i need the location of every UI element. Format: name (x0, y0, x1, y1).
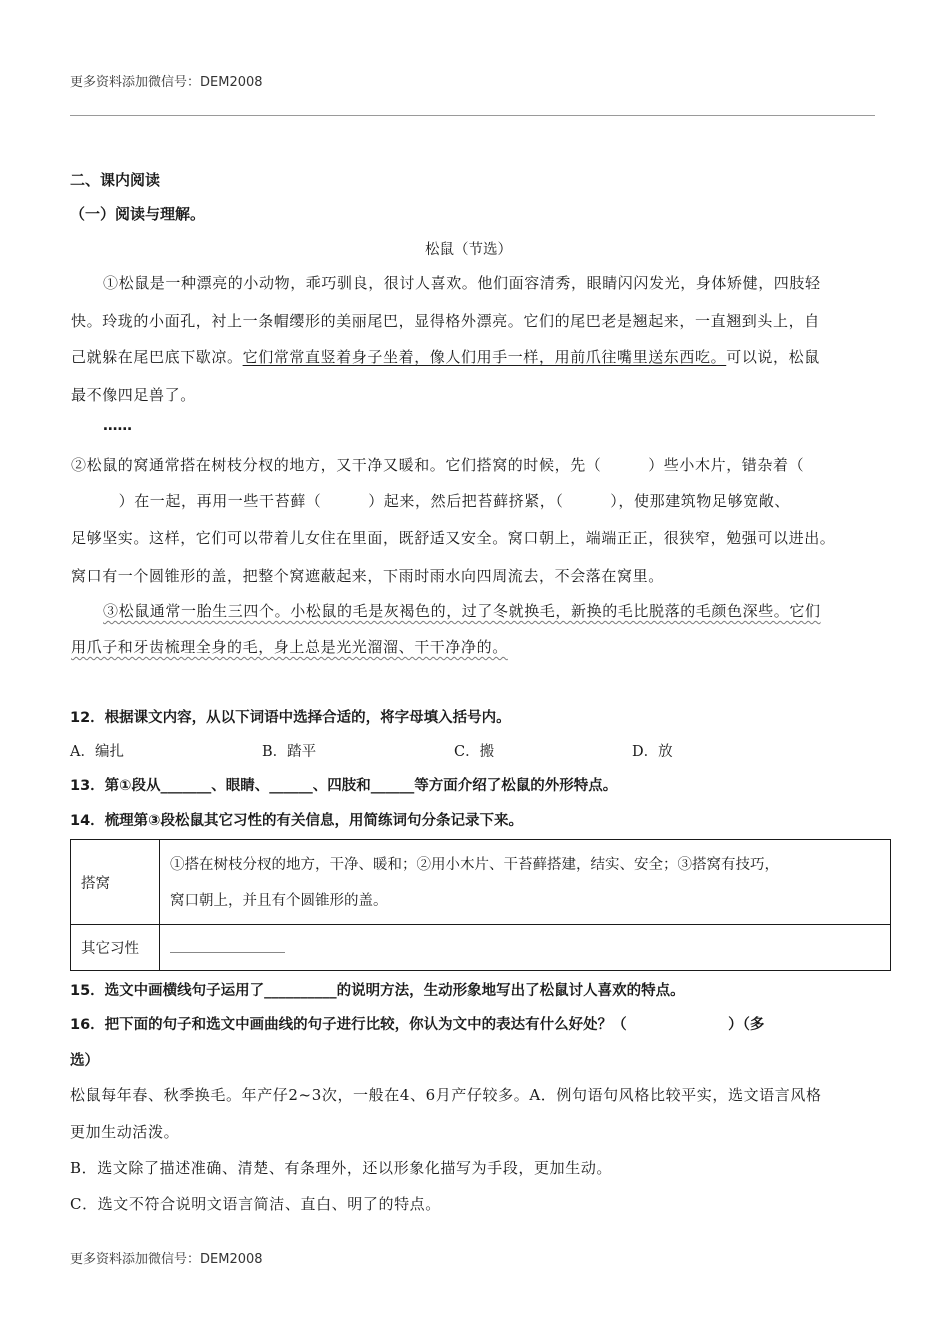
para2-line1: ②松鼠的窝通常搭在树枝分杈的地方，又干净又暖和。它们搭窝的时候，先（ ）些小木片，错杂着（ (71, 456, 805, 474)
q13-stem: 13．第①段从_______、眼睛、______、四肢和______等方面介绍了松鼠的外形特点。 (70, 778, 618, 794)
q16-stem-2: 选） (70, 1053, 99, 1069)
article-title: 松鼠（节选） (425, 242, 512, 258)
q12-stem: 12．根据课文内容，从以下词语中选择合适的，将字母填入括号内。 (70, 710, 511, 726)
wavy-sentence-2: 用爪子和牙齿梳理全身的毛，身上总是光光溜溜、干干净净的。 (71, 638, 508, 656)
header-text: 更多资料添加微信号：DEM2008 (70, 75, 263, 90)
ellipsis: …… (103, 418, 132, 434)
q15-stem: 15．选文中画横线句子运用了__________的说明方法，生动形象地写出了松鼠讨人喜欢的特点。 (70, 983, 685, 999)
para1-line4: 最不像四足兽了。 (71, 386, 196, 404)
row1-line1: ①搭在树枝分杈的地方，干净、暖和；②用小木片、干苔藓搭建，结实、安全；③搭窝有技巧， (170, 857, 779, 873)
row1-label: 搭窝 (71, 840, 160, 925)
q12-option-b: B．踏平 (262, 744, 317, 760)
row1-content (160, 840, 891, 925)
q12-option-c: C．搬 (454, 744, 495, 760)
q16-line1: 松鼠每年春、秋季换毛。年产仔2~3次，一般在4、6月产仔较多。A．例句语句风格比较平实，选文语言风格 (70, 1086, 822, 1104)
q14-table (70, 839, 891, 971)
q16-option-b: B．选文除了描述准确、清楚、有条理外，还以形象化描写为手段，更加生动。 (70, 1159, 613, 1177)
answer-blank[interactable] (170, 938, 285, 953)
section-subtitle: （一）阅读与理解。 (70, 205, 206, 223)
row1-line2: 窝口朝上，并且有个圆锥形的盖。 (170, 893, 388, 909)
section-title: 二、课内阅读 (70, 171, 161, 189)
para3-line2 (71, 636, 508, 657)
q16-line2: 更加生动活泼。 (70, 1123, 180, 1141)
row2-answer-cell[interactable] (160, 925, 891, 971)
q12-option-d: D．放 (632, 744, 673, 760)
para1-line3 (71, 346, 820, 367)
row2-label: 其它习性 (71, 925, 160, 971)
para2-line3: 足够坚实。这样，它们可以带着儿女住在里面，既舒适又安全。窝口朝上，端端正正，很狭窄，勉强可以进出。 (71, 529, 836, 547)
para1-line1: ①松鼠是一种漂亮的小动物，乖巧驯良，很讨人喜欢。他们面容清秀，眼睛闪闪发光，身体矫健，四肢轻 (103, 274, 821, 292)
para2-line4: 窝口有一个圆锥形的盖，把整个窝遮蔽起来，下雨时雨水向四周流去，不会落在窝里。 (71, 567, 664, 585)
underlined-sentence: 它们常常直竖着身子坐着，像人们用手一样，用前爪往嘴里送东西吃。 (242, 348, 727, 366)
para1-line2: 快。玲珑的小面孔，衬上一条帽缨形的美丽尾巴，显得格外漂亮。它们的尾巴老是翘起来，一直翘到头上，自 (71, 312, 820, 330)
para3-line1 (103, 600, 821, 621)
table-row (71, 925, 891, 971)
table-row (71, 840, 891, 925)
q16-stem: 16．把下面的句子和选文中画曲线的句子进行比较，你认为文中的表达有什么好处？（ ）（多 (70, 1017, 765, 1033)
para1-line3-pre: 己就躲在尾巴底下歇凉。 (71, 348, 243, 366)
header-divider (70, 115, 875, 116)
q16-option-c: C．选文不符合说明文语言简洁、直白、明了的特点。 (70, 1195, 441, 1213)
para2-line2: ）在一起，再用一些干苔藓（ ）起来，然后把苔藓挤紧，（ ），使那建筑物足够宽敞、 (103, 492, 791, 510)
footer-text: 更多资料添加微信号：DEM2008 (70, 1252, 263, 1267)
wavy-sentence-1: ③松鼠通常一胎生三四个。小松鼠的毛是灰褐色的，过了冬就换毛，新换的毛比脱落的毛颜色深些。它们 (103, 602, 821, 620)
q14-stem: 14．梳理第③段松鼠其它习性的有关信息，用简练词句分条记录下来。 (70, 813, 523, 829)
para1-line3-post: 可以说，松鼠 (726, 348, 820, 366)
q12-option-a: A．编扎 (70, 744, 124, 760)
